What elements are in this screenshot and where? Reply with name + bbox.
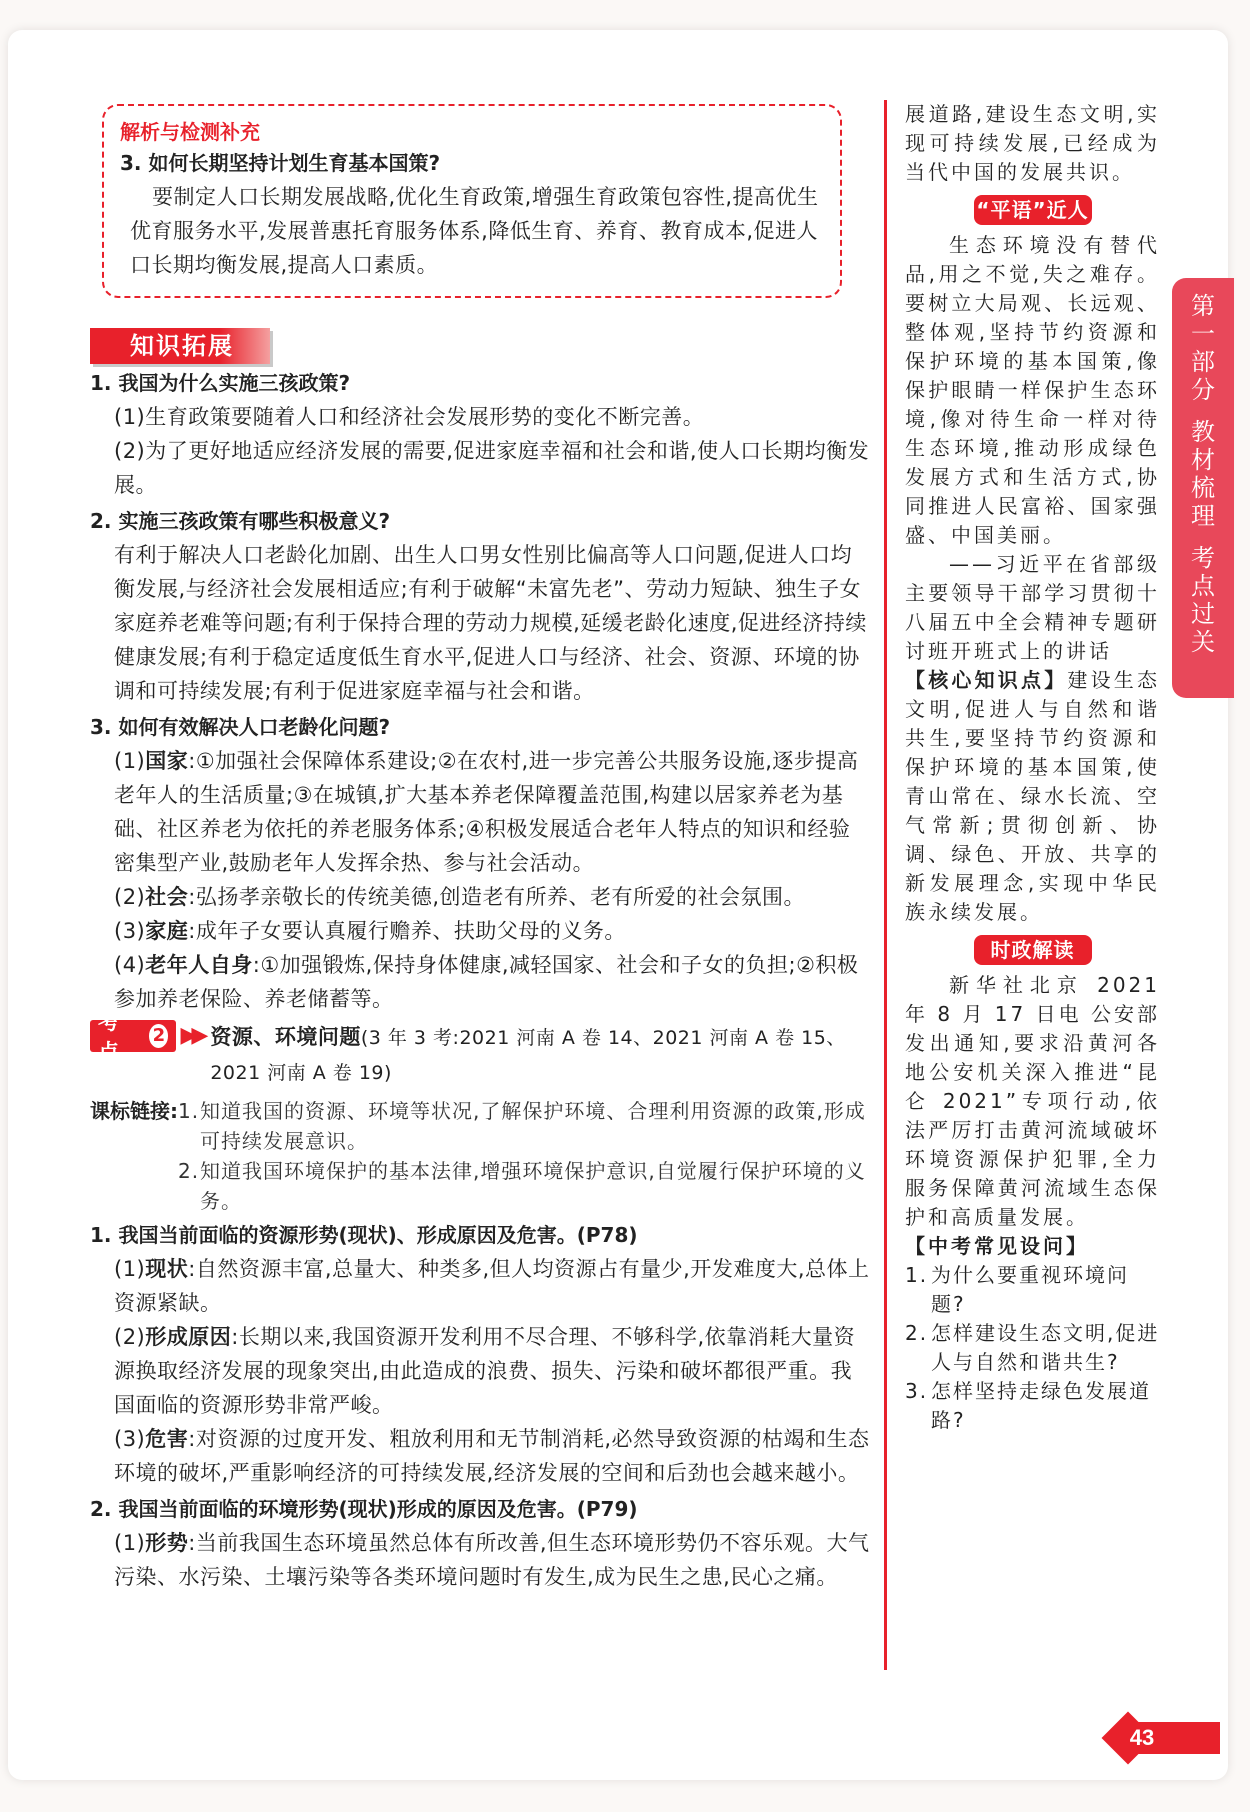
answer-text: :成年子女要认真履行赡养、扶助父母的义务。 xyxy=(188,919,626,943)
side-column xyxy=(905,100,1160,1435)
answer-text: :当前我国生态环境虽然总体有所改善,但生态环境形势仍不容乐观。大气污染、水污染、土壤污染等各类环境问题时有发生,成为民生之患,民心之痛。 xyxy=(114,1531,870,1589)
expansion-question: 2. 实施三孩政策有哪些积极意义? xyxy=(90,509,391,533)
answer-text: :长期以来,我国资源开发利用不尽合理、不够科学,依靠消耗大量资源换取经济发展的现象突出,由此造成的浪费、损失、污染和破坏都很严重。我国面临的资源形势非常严峻。 xyxy=(114,1325,856,1417)
answer-prefix: (1) xyxy=(114,1257,146,1281)
item-text: 怎样坚持走绿色发展道路? xyxy=(931,1379,1151,1432)
shizheng-text: 新华社北京 2021 年 8 月 17 日电 公安部发出通知,要求沿黄河各地公安机关深入推进“昆仑 2021”专项行动,依法严厉打击黄河流域破坏环境资源保护犯罪,全力服务保障黄河流域生态保护和高质量发展。 xyxy=(905,973,1160,1229)
curriculum-link-list xyxy=(178,1096,870,1216)
supplement-box xyxy=(102,104,842,298)
item-text: 怎样建设生态文明,促进人与自然和谐共生? xyxy=(931,1321,1160,1374)
aging-answer xyxy=(90,914,870,948)
answer-text: :对资源的过度开发、粗放利用和无节制消耗,必然导致资源的枯竭和生态环境的破坏,严重影响经济的可持续发展,经济发展的空间和后劲也会越来越小。 xyxy=(114,1427,870,1485)
supplement-question: 3. 如何长期坚持计划生育基本国策? xyxy=(120,151,441,175)
item-text: 为什么要重视环境问题? xyxy=(931,1263,1129,1316)
section-bar-knowledge-expansion: 知识拓展 xyxy=(90,328,270,364)
environment-item xyxy=(90,1492,870,1594)
zhongkao-item xyxy=(905,1261,1160,1319)
shizheng-heading: 时政解读 xyxy=(974,935,1092,965)
kaodian-exam-info: (3 年 3 考:2021 河南 A 卷 14、2021 河南 A 卷 15、2021 河南 A 卷 19) xyxy=(210,1027,846,1084)
expansion-paragraph: (1)生育政策要随着人口和经济社会发展形势的变化不断完善。 xyxy=(114,405,705,429)
tab-char: 一 xyxy=(1191,320,1215,348)
zhongkao-label: 【中考常见设问】 xyxy=(905,1234,1089,1258)
resources-answer xyxy=(90,1422,870,1490)
kaodian-badge-label: 考 点 xyxy=(98,1010,123,1064)
pingyu-heading: “平语”近人 xyxy=(974,195,1092,225)
kaodian-title-text: 资源、环境问题 xyxy=(210,1025,361,1049)
answer-text: :自然资源丰富,总量大、种类多,但人均资源占有量少,开发难度大,总体上资源紧缺。 xyxy=(114,1257,870,1315)
resources-answer xyxy=(90,1320,870,1422)
main-column xyxy=(90,104,870,1594)
item-text: 知道我国环境保护的基本法律,增强环境保护意识,自觉履行保护环境的义务。 xyxy=(200,1159,866,1213)
aging-item xyxy=(90,710,870,1016)
environment-answer xyxy=(90,1526,870,1594)
tab-char: 材 xyxy=(1191,446,1215,474)
answer-prefix: (4) xyxy=(114,953,146,977)
resources-question: 1. 我国当前面临的资源形势(现状)、形成原因及危害。(P78) xyxy=(90,1223,638,1247)
answer-prefix: (1) xyxy=(114,749,146,773)
aging-answer xyxy=(90,880,870,914)
item-number: 3. xyxy=(905,1379,929,1403)
expansion-paragraph: (2)为了更好地适应经济发展的需要,促进家庭幸福和社会和谐,使人口长期均衡发展。 xyxy=(114,439,870,497)
answer-text: :①加强锻炼,保持身体健康,减轻国家、社会和子女的负担;②积极参加养老保险、养老储蓄等。 xyxy=(114,953,859,1011)
answer-text: :①加强社会保障体系建设;②在农村,进一步完善公共服务设施,逐步提高老年人的生活质量;③在城镇,扩大基本养老保障覆盖范围,构建以居家养老为基础、社区养老为依托的养老服务体系;④积极发展适合老年人特点的知识和经验密集型产业,鼓励老年人发挥余热、参与社会活动。 xyxy=(114,749,859,875)
side-top-text: 展道路,建设生态文明,实现可持续发展,已经成为当代中国的发展共识。 xyxy=(905,102,1160,184)
column-divider xyxy=(884,100,887,1670)
answer-prefix: (2) xyxy=(114,885,146,909)
answer-label: 现状 xyxy=(145,1257,189,1281)
item-number: 2. xyxy=(178,1159,200,1183)
aging-answer xyxy=(90,948,870,1016)
tab-char: 梳 xyxy=(1191,474,1215,502)
answer-prefix: (3) xyxy=(114,1427,146,1451)
tab-char: 教 xyxy=(1191,418,1215,446)
tab-char: 理 xyxy=(1191,502,1215,530)
answer-prefix: (3) xyxy=(114,919,146,943)
tab-char: 第 xyxy=(1191,292,1215,320)
tab-char: 部 xyxy=(1191,348,1215,376)
item-number: 1. xyxy=(178,1099,200,1123)
curriculum-link-item xyxy=(178,1156,870,1216)
expansion-item xyxy=(90,366,870,502)
answer-label: 形成原因 xyxy=(145,1325,232,1349)
answer-text: :弘扬孝亲敬长的传统美德,创造老有所养、老有所爱的社会氛围。 xyxy=(188,885,805,909)
kaodian-header xyxy=(90,1010,870,1090)
kaodian-title xyxy=(210,1020,870,1090)
core-knowledge-text: 建设生态文明,促进人与自然和谐共生,要坚持节约资源和保护环境的基本国策,使青山常在、绿水长流、空气常新;贯彻创新、协调、绿色、开放、共享的新发展理念,实现中华民族永续发展。 xyxy=(905,668,1161,924)
item-number: 1. xyxy=(905,1263,929,1287)
aging-question: 3. 如何有效解决人口老龄化问题? xyxy=(90,715,391,739)
curriculum-link xyxy=(90,1096,870,1216)
answer-label: 形势 xyxy=(145,1531,189,1555)
answer-prefix: (1) xyxy=(114,1531,146,1555)
supplement-answer: 要制定人口长期发展战略,优化生育政策,增强生育政策包容性,提高优生优育服务水平,发展普惠托育服务体系,降低生育、养育、教育成本,促进人口长期均衡发展,提高人口素质。 xyxy=(130,185,819,277)
tab-char: 关 xyxy=(1191,628,1215,656)
page-number: 43 xyxy=(1129,1725,1155,1750)
supplement-title: 解析与检测补充 xyxy=(120,120,260,144)
resources-item xyxy=(90,1218,870,1490)
environment-question: 2. 我国当前面临的环境形势(现状)形成的原因及危害。(P79) xyxy=(90,1497,638,1521)
pingyu-source: ——习近平在省部级主要领导干部学习贯彻十八届五中全会精神专题研讨班开班式上的讲话 xyxy=(905,552,1160,663)
tab-char: 点 xyxy=(1191,572,1215,600)
expansion-item xyxy=(90,504,870,708)
kaodian-number: 2 xyxy=(149,1024,168,1048)
core-knowledge-label: 【核心知识点】 xyxy=(905,668,1068,692)
curriculum-link-item xyxy=(178,1096,870,1156)
answer-label: 危害 xyxy=(145,1427,189,1451)
item-text: 知道我国的资源、环境等状况,了解保护环境、合理利用资源的政策,形成可持续发展意识。 xyxy=(200,1099,866,1153)
answer-label: 国家 xyxy=(145,749,189,773)
zhongkao-list xyxy=(905,1261,1160,1435)
answer-label: 社会 xyxy=(145,885,189,909)
aging-answer xyxy=(90,744,870,880)
item-number: 2. xyxy=(905,1321,929,1345)
core-knowledge xyxy=(905,666,1160,927)
zhongkao-item xyxy=(905,1319,1160,1377)
expansion-question: 1. 我国为什么实施三孩政策? xyxy=(90,371,351,395)
chapter-side-tab xyxy=(1172,278,1234,698)
page-number-badge xyxy=(1090,1714,1230,1762)
tab-char: 考 xyxy=(1191,544,1215,572)
tab-char: 过 xyxy=(1191,600,1215,628)
kaodian-badge xyxy=(90,1010,176,1064)
resources-answer xyxy=(90,1252,870,1320)
zhongkao-item xyxy=(905,1377,1160,1435)
double-arrow-icon: ▶▶ xyxy=(180,1023,203,1048)
answer-label: 老年人自身 xyxy=(145,953,253,977)
pingyu-quote: 生态环境没有替代品,用之不觉,失之难存。要树立大局观、长远观、整体观,坚持节约资源和保护环境的基本国策,像保护眼睛一样保护生态环境,像对待生命一样对待生态环境,推动形成绿色发展方式和生活方式,协同推进人民富裕、国家强盛、中国美丽。 xyxy=(905,233,1160,547)
tab-char: 分 xyxy=(1191,376,1215,404)
answer-prefix: (2) xyxy=(114,1325,146,1349)
curriculum-link-label: 课标链接: xyxy=(90,1099,178,1123)
answer-label: 家庭 xyxy=(145,919,189,943)
expansion-paragraph: 有利于解决人口老龄化加剧、出生人口男女性别比偏高等人口问题,促进人口均衡发展,与经济社会发展相适应;有利于破解“未富先老”、劳动力短缺、独生子女家庭养老难等问题;有利于保持合理的劳动力规模,延缓老龄化速度,促进经济持续健康发展;有利于稳定适度低生育水平,促进人口与经济、社会、资源、环境的协调和可持续发展;有利于促进家庭幸福与社会和谐。 xyxy=(114,543,867,703)
